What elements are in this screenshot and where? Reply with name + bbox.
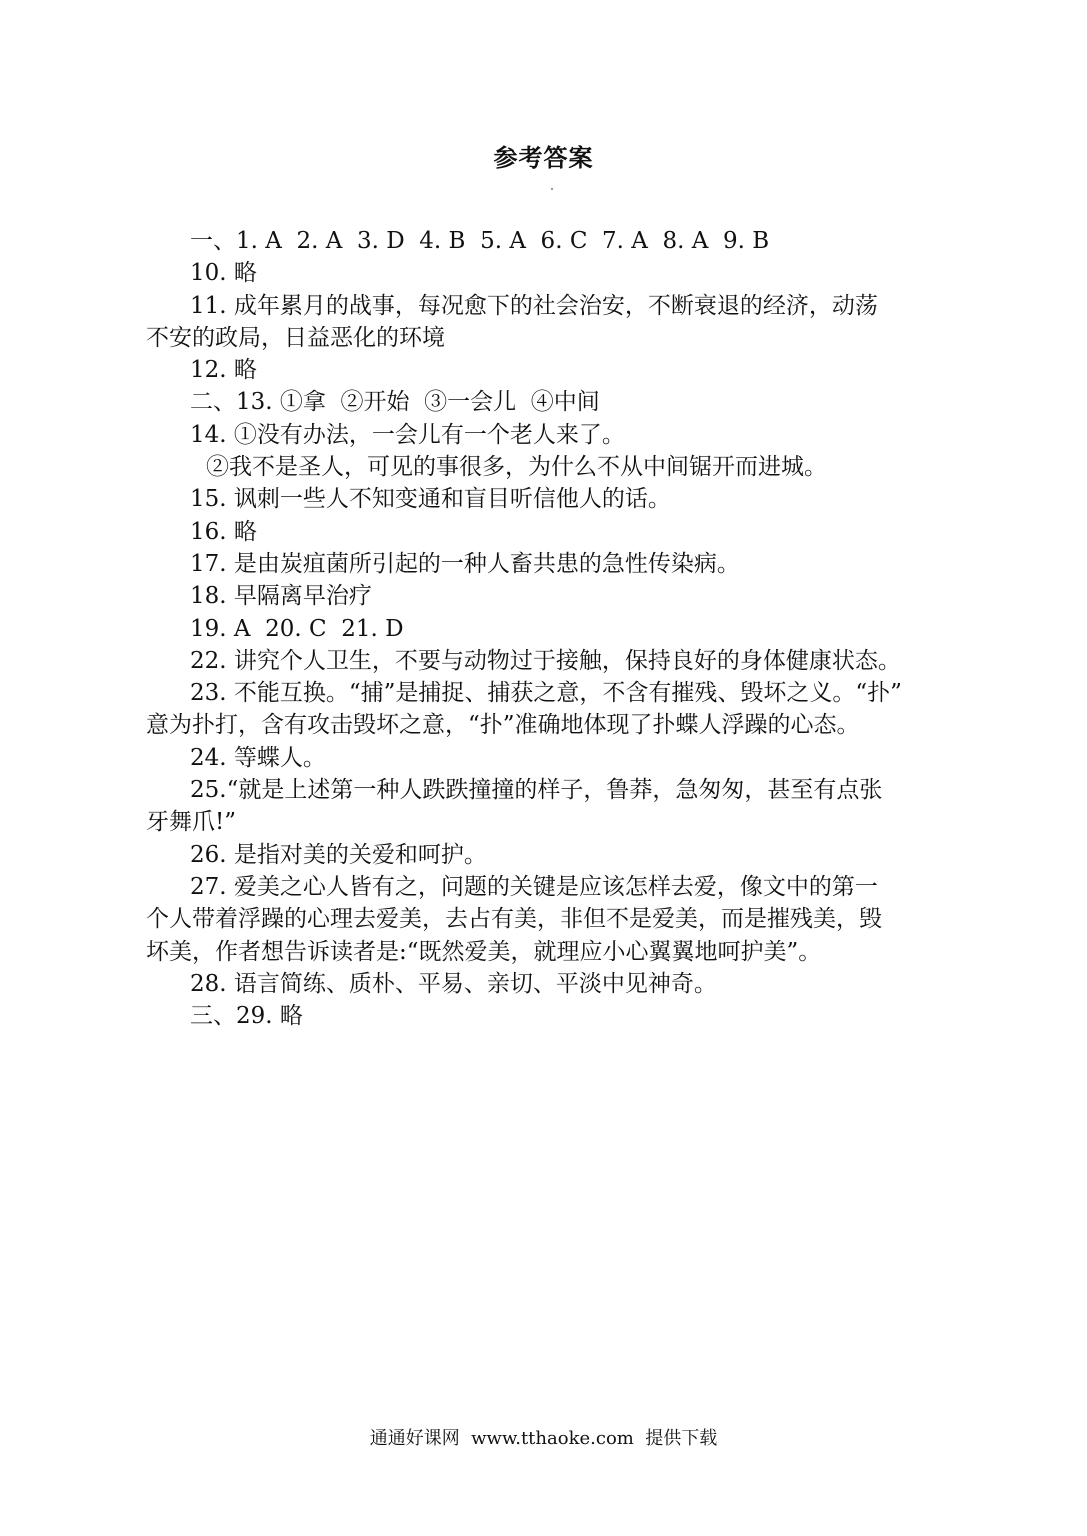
- answer-line: 18. 早隔离早治疗: [190, 583, 372, 610]
- answer-line: 24. 等蝶人。: [190, 744, 326, 771]
- answer-line: 28. 语言简练、质朴、平易、亲切、平淡中见神奇。: [190, 970, 717, 997]
- answer-line: 14. ①没有办法，一会儿有一个老人来了。: [190, 421, 625, 448]
- answer-line: 牙舞爪!”: [146, 809, 237, 836]
- answer-line: 意为扑打，含有攻击毁坏之意，“扑”准确地体现了扑蝶人浮躁的心态。: [146, 712, 860, 739]
- answer-line: 10. 略: [190, 260, 257, 287]
- answer-line: 11. 成年累月的战事，每况愈下的社会治安，不断衰退的经济，动荡: [190, 292, 878, 319]
- answer-line: 25.“就是上述第一种人跌跌撞撞的样子，鲁莽，急匆匆，甚至有点张: [190, 777, 883, 804]
- answer-line: 22. 讲究个人卫生，不要与动物过于接触，保持良好的身体健康状态。: [190, 647, 901, 674]
- answer-line: ②我不是圣人，可见的事很多，为什么不从中间锯开而进城。: [206, 454, 827, 481]
- page-title: 参考答案: [493, 144, 594, 172]
- answer-line: 坏美，作者想告诉读者是:“既然爱美，就理应小心翼翼地呵护美”。: [146, 938, 822, 965]
- answer-line: 个人带着浮躁的心理去爱美，去占有美，非但不是爱美，而是摧残美，毁: [146, 906, 882, 933]
- answer-line: 23. 不能互换。“捕”是捕捉、捕获之意，不含有摧残、毁坏之义。“扑”: [190, 680, 902, 707]
- answer-line: 27. 爱美之心人皆有之，问题的关键是应该怎样去爱，像文中的第一: [190, 873, 878, 900]
- decorative-dot: [551, 188, 553, 190]
- answer-line: 一、1. A 2. A 3. D 4. B 5. A 6. C 7. A 8. A 9. B: [190, 228, 770, 254]
- answer-line: 15. 讽刺一些人不知变通和盲目听信他人的话。: [190, 486, 671, 513]
- answer-line: 不安的政局，日益恶化的环境: [146, 324, 445, 351]
- answer-line: 17. 是由炭疽菌所引起的一种人畜共患的急性传染病。: [190, 550, 740, 577]
- answer-line: 16. 略: [190, 518, 257, 545]
- answer-line: 12. 略: [190, 357, 257, 384]
- answer-line: 二、13. ①拿 ②开始 ③一会儿 ④中间: [190, 389, 600, 416]
- answer-line: 19. A 20. C 21. D: [190, 615, 404, 642]
- answer-list: [146, 225, 946, 1032]
- answer-line: 26. 是指对美的关爱和呵护。: [190, 841, 487, 868]
- footer-credit: 通通好课网 www.tthaoke.com 提供下载: [369, 1428, 718, 1449]
- answer-line: 三、29. 略: [190, 1003, 303, 1030]
